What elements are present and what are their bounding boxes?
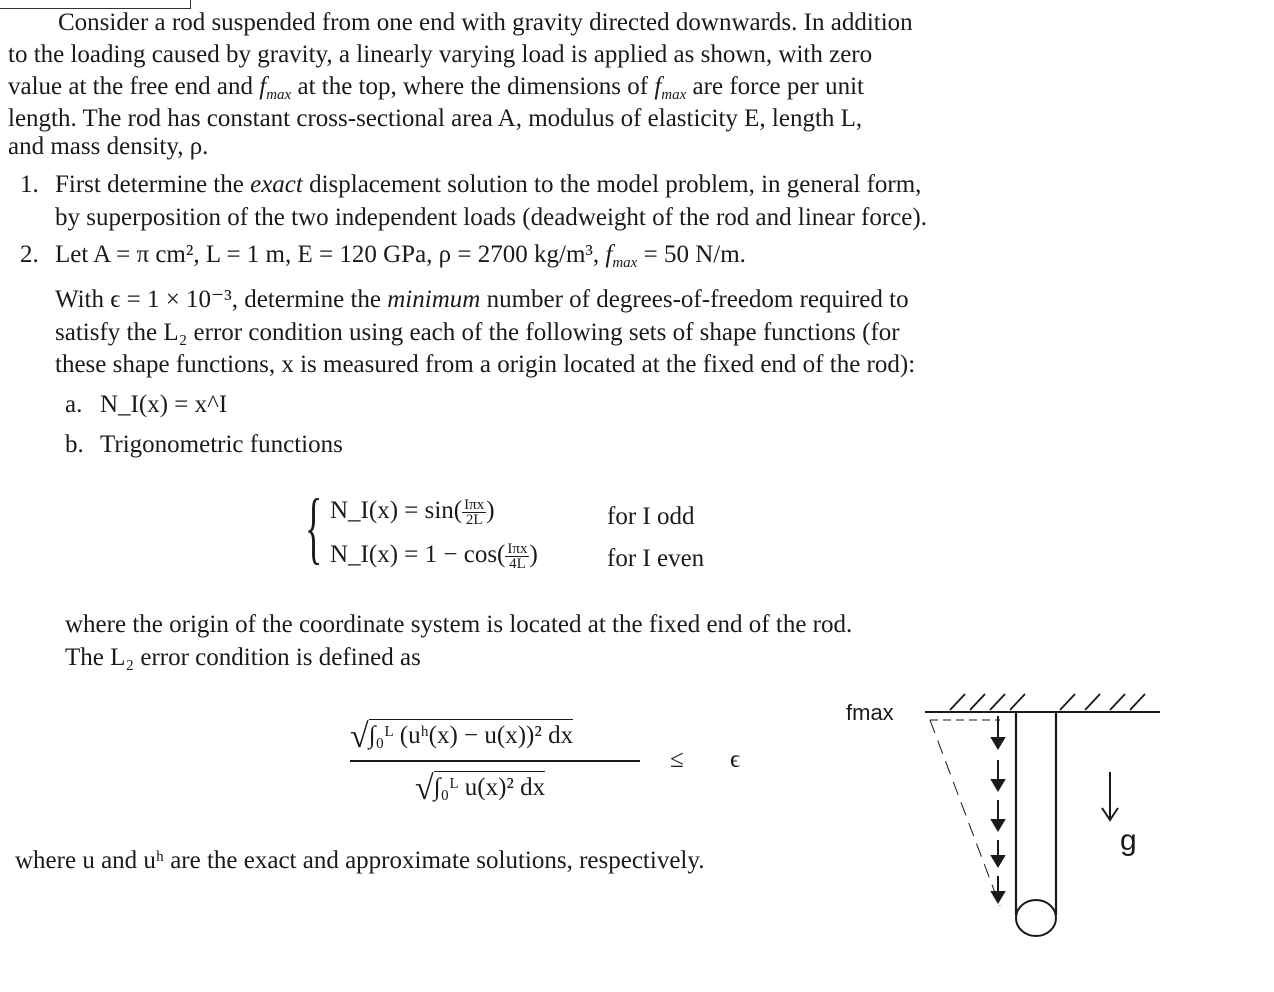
left-brace: { [305, 484, 323, 572]
intro-line-3c: are force per unit [686, 73, 864, 100]
item-2-line-2 [55, 285, 909, 315]
sqrt-sign: √ [415, 770, 434, 807]
max-subscript: max [612, 255, 638, 271]
fmax-symbol-2 [654, 73, 687, 103]
error-numerator [350, 718, 573, 756]
intro-line-3b: at the top, where the dimensions of [291, 73, 655, 100]
max-subscript: max [266, 87, 292, 103]
f-letter: f [654, 73, 662, 100]
case-even-numerator: Iπx [507, 540, 528, 557]
item-2-line-4: these shape functions, x is measured from a origin located at the fixed end of the rod): [55, 351, 916, 378]
sub-b-label: b. [65, 431, 84, 458]
load-profile-line [930, 720, 1000, 906]
max-subscript: max [661, 87, 687, 103]
item-1-number: 1. [20, 171, 39, 198]
item-2-text-c: number of degrees-of-freedom required to [480, 286, 909, 313]
case-odd-denominator: 2L [465, 511, 483, 528]
load-arrows [992, 716, 1004, 902]
rod-body [1016, 712, 1056, 915]
case-odd-expr: N_I(x) = sin( [330, 497, 463, 524]
epsilon-symbol: ϵ [730, 746, 741, 773]
case-odd-fraction [462, 498, 486, 527]
l2-error-equation [340, 698, 760, 818]
rod-figure [830, 680, 1170, 950]
f-letter: f [605, 241, 613, 268]
closing-line: where u and uʰ are the exact and approximate solutions, respectively. [15, 847, 705, 874]
item-1-line-1 [55, 170, 921, 200]
leq-symbol: ≤ [670, 746, 684, 773]
sqrt-sign: √ [350, 718, 369, 755]
sub-a-text: N_I(x) = x^I [100, 391, 228, 418]
after-line-1: where the origin of the coordinate system is located at the fixed end of the rod. [65, 611, 853, 638]
gravity-arrow [1102, 772, 1118, 820]
item-1-text-a: First determine the [55, 171, 251, 198]
fmax-symbol-3 [605, 241, 638, 271]
intro-line-2: to the loading caused by gravity, a linearly varying load is applied as shown, with zero [8, 41, 873, 68]
numerator-expr: ∫₀ᴸ (uʰ(x) − u(x))² dx [369, 719, 573, 750]
sub-b-text: Trigonometric functions [100, 431, 343, 458]
item-2-given-end: = 50 N/m. [637, 241, 746, 268]
intro-line-3a: value at the free end and [8, 73, 260, 100]
fraction-bar [350, 760, 640, 762]
intro-line-5: and mass density, ρ. [8, 133, 209, 160]
case-odd-condition: for I odd [607, 503, 695, 530]
item-2-line-3: satisfy the L₂ error condition using each of the following sets of shape functions (for [55, 319, 900, 346]
intro-line-1: Consider a rod suspended from one end with gravity directed downwards. In addition [58, 9, 913, 36]
case-even-denominator: 4L [509, 555, 526, 572]
case-odd-lhs: N_I(x) = sin( $\frac{\text{Iπx}}{2L}$ ) [330, 496, 495, 528]
case-even-expr: N_I(x) = 1 − cos( [330, 541, 506, 568]
error-denominator [415, 770, 545, 808]
minimum-emphasis: minimum [387, 286, 481, 313]
f-letter: f [259, 73, 267, 100]
case-even-lhs: N_I(x) = 1 − cos( $\frac{\text{Iπx}}{4L}$ ) [330, 540, 538, 572]
ceiling-hatch [950, 694, 1145, 710]
item-2-text-a: With ϵ = 1 × 10⁻³, determine the [55, 286, 388, 313]
rod-end [1016, 900, 1056, 936]
item-2-number: 2. [20, 241, 39, 268]
item-1-text-c: displacement solution to the model problem, in general form, [302, 171, 922, 198]
fmax-symbol [259, 73, 292, 103]
after-line-2: The L₂ error condition is defined as [65, 644, 421, 671]
item-2-given [55, 240, 746, 278]
case-odd-numerator: Iπx [464, 496, 485, 513]
denominator-expr: ∫₀ᴸ u(x)² dx [434, 771, 546, 802]
case-even-fraction [505, 542, 529, 571]
item-2-given-text: Let A = π cm², L = 1 m, E = 120 GPa, ρ = 2700 kg/m³, [55, 241, 606, 268]
fmax-figure-label: fmax [846, 700, 894, 725]
sub-a-label: a. [65, 391, 83, 418]
exact-emphasis: exact [250, 171, 303, 198]
gravity-label: g [1120, 824, 1137, 857]
item-1-line-2: by superposition of the two independent loads (deadweight of the rod and linear force). [55, 204, 927, 231]
intro-line-4: length. The rod has constant cross-sectional area A, modulus of elasticity E, length L, [8, 105, 863, 132]
trig-shape-functions [305, 484, 765, 578]
case-even-condition: for I even [607, 545, 705, 572]
